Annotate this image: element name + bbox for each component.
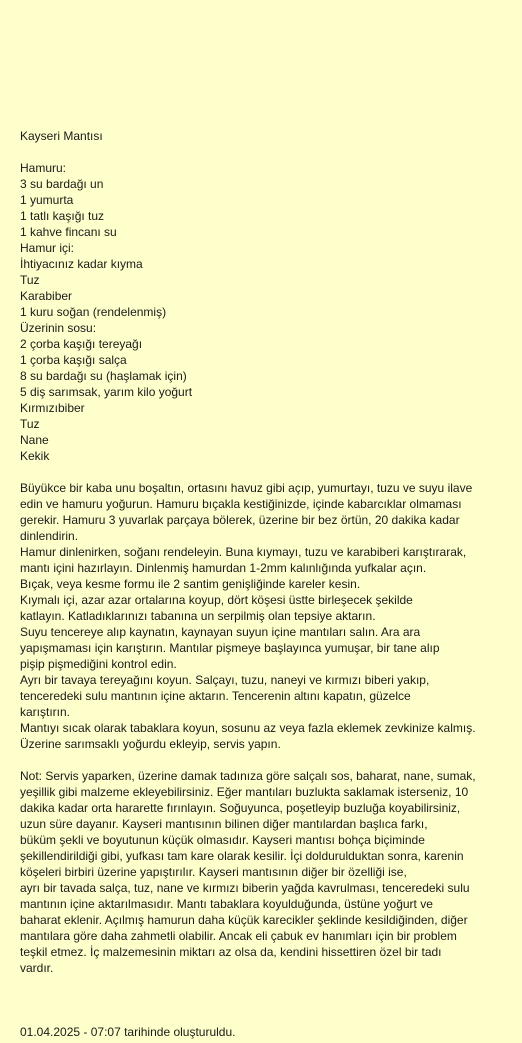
ingredient-line: Hamur içi: [20,241,75,255]
ingredient-line: 1 yumurta [20,193,74,207]
note-line: köşeleri birbiri üzerine yapıştırılır. Kayseri mantısının diğer bir özelliği ise, [20,865,407,879]
instruction-line: karıştırın. [20,705,71,719]
ingredient-line: 1 kahve fincanı su [20,225,117,239]
note-line: vardır. [20,961,54,975]
instruction-line: Büyükce bir kaba unu boşaltın, ortasını havuz gibi açıp, yumurtayı, tuzu ve suyu ilave [20,481,473,495]
note-line: yeşillik gibi malzeme ekleyebilirsiniz. Eğer mantıları buzlukta saklamak isterseniz, 10 [20,785,469,799]
ingredient-line: Üzerinin sosu: [20,321,97,335]
ingredient-line: İhtiyacınız kadar kıyma [20,257,143,271]
instruction-line: pişip pişmediğini kontrol edin. [20,657,177,671]
instruction-line: Hamur dinlenirken, soğanı rendeleyin. Buna kıymayı, tuzu ve karabiberi karıştırarak, [20,545,467,559]
note-line: uzun süre dayanır. Kayseri mantısının bilinen diğer mantılardan başlıca farkı, [20,817,428,831]
instruction-line: Mantıyı sıcak olarak tabaklara koyun, sosunu az veya fazla eklemek zevkinize kalmış. [20,721,476,735]
note-line: dakika kadar orta hararette fırınlayın. Soğuyunca, poşetleyip buzluğa koyabilirsiniz, [20,801,461,815]
ingredients-list [20,160,490,464]
instruction-line: Bıçak, veya kesme formu ile 2 santim genişliğinde kareler kesin. [20,577,361,591]
ingredient-line: Kekik [20,449,50,463]
instruction-line: mantı içini hazırlayın. Dinlenmiş hamurdan 1-2mm kalınlığında yufkalar açın. [20,561,427,575]
ingredient-line: Tuz [20,417,40,431]
ingredient-line: 1 çorba kaşığı salça [20,353,127,367]
note-line: büküm şekli ve boyutunun küçük olmasıdır. Kayseri mantısı bohça biçiminde [20,833,425,847]
instruction-line: edin ve hamuru yoğurun. Hamuru bıçakla kestiğinizde, içinde kabarcıklar olmaması [20,497,462,511]
ingredient-line: Tuz [20,273,40,287]
instruction-line: gerekir. Hamuru 3 yuvarlak parçaya bölerek, üzerine bir bez örtün, 20 dakika kadar [20,513,460,527]
generated-timestamp: 01.04.2025 - 07:07 tarihinde oluşturuldu. [20,1025,236,1039]
ingredient-line: 3 su bardağı un [20,177,104,191]
ingredient-line: 1 tatlı kaşığı tuz [20,209,105,223]
note-line: mantının içine aktarılmasıdır. Mantı tabaklara koyulduğunda, üstüne yoğurt ve [20,897,433,911]
ingredient-line: 8 su bardağı su (haşlamak için) [20,369,187,383]
ingredient-line: Hamuru: [20,161,67,175]
instruction-line: Suyu tencereye alıp kaynatın, kaynayan suyun içine mantıları salın. Ara ara [20,625,421,639]
note-line: teşkil etmez. İç malzemesinin miktarı az olsa da, kendini hissettiren özel bir tadı [20,945,442,959]
recipe-title: Kayseri Mantısı [20,129,103,143]
note-line: baharat eklenir. Açılmış hamurun daha küçük karecikler şeklinde kesildiğinden, diğer [20,913,468,927]
ingredient-line: 1 kuru soğan (rendelenmiş) [20,305,167,319]
note-line: şekillendirildiği gibi, yufkası tam kare olarak kesilir. İçi doldurulduktan sonra, karenin [20,849,464,863]
instruction-line: katlayın. Katladıklarınızı tabanına un serpilmiş olan tepsiye aktarın. [20,609,376,623]
ingredient-line: 5 diş sarımsak, yarım kilo yoğurt [20,385,193,399]
instructions-text [20,480,490,752]
ingredient-line: Karabiber [20,289,73,303]
ingredient-line: Nane [20,433,49,447]
note-line: mantılara göre daha zahmetli olabilir. Ancak eli çabuk ev hanımları için bir problem [20,929,457,943]
instruction-line: Kıymalı içi, azar azar ortalarına koyup, dört köşesi üstte birleşecek şekilde [20,593,413,607]
instruction-line: Üzerine sarımsaklı yoğurdu ekleyip, servis yapın. [20,737,281,751]
instruction-line: yapışmaması için karıştırın. Mantılar pişmeye başlayınca yumuşar, bir tane alıp [20,641,440,655]
note-line: ayrı bir tavada salça, tuz, nane ve kırmızı biberin yağda kavrulması, tenceredeki sulu [20,881,470,895]
notes-text [20,768,490,976]
instruction-line: Ayrı bir tavaya tereyağını koyun. Salçayı, tuzu, naneyi ve kırmızı biberi yakıp, [20,673,430,687]
ingredient-line: 2 çorba kaşığı tereyağı [20,337,143,351]
note-line: Not: Servis yaparken, üzerine damak tadınıza göre salçalı sos, baharat, nane, sumak, [20,769,476,783]
recipe-content [20,128,490,976]
instruction-line: tenceredeki sulu mantının içine aktarın. Tencerenin altını kapatın, güzelce [20,689,411,703]
ingredient-line: Kırmızıbiber [20,401,85,415]
instruction-line: dinlendirin. [20,529,79,543]
